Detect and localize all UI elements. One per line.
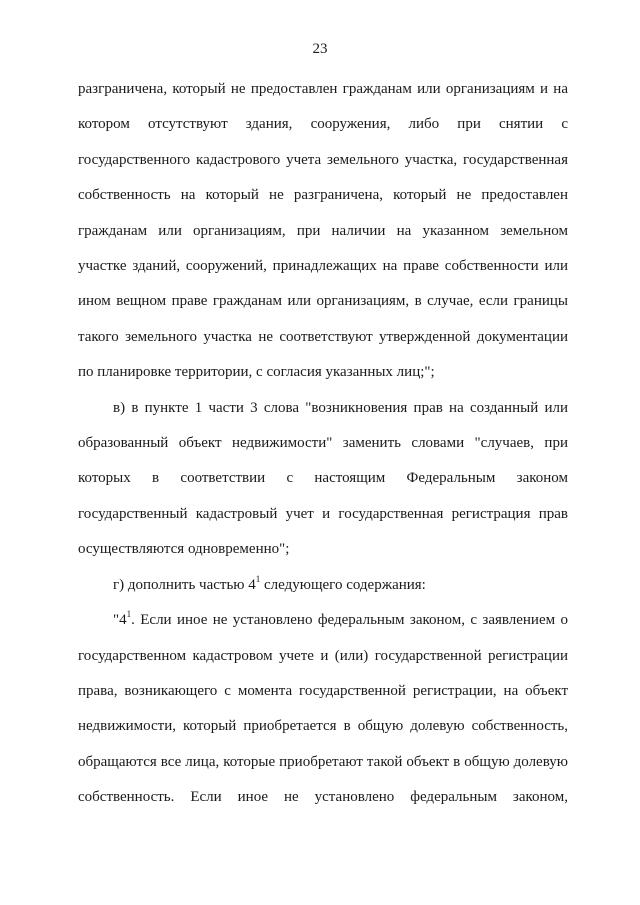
superscript: 1 <box>255 573 261 584</box>
paragraph-continuation: разграничена, который не предоставлен гражданам или организациям и на котором отсутствуют здания, сооружения, либо при снятии с государственного кадастрового учета земельного участка, государственная собственность на который не разграничена, который не предоставлен гражданам или организациям, при наличии на указанном земельном участке зданий, сооружений, принадлежащих на праве собственности или ином вещном праве гражданам или организациям, в случае, если границы такого земельного участка не соответствуют утвержденной документации по планировке территории, с согласия указанных лиц;"; <box>78 81 568 381</box>
paragraph-part-4-1 <box>78 603 568 815</box>
paragraph-item-g <box>78 568 568 603</box>
page-number: 23 <box>312 41 328 57</box>
paragraph-item-g-text-end: следующего содержания: <box>260 576 426 593</box>
document-body <box>78 72 568 816</box>
paragraph-item-v: в) в пункте 1 части 3 слова "возникновения прав на созданный или образованный объект недвижимости" заменить словами "случаев, при которых в соответствии с настоящим Федеральным законом государственный кадастровый учет и государственная регистрация прав осуществляются одновременно"; <box>78 399 568 558</box>
paragraph-part-4-1-text: . Если иное не установлено федеральным законом, с заявлением о государственном кадастровом учете и (или) государственной регистрации права, возникающего с момента государственной регистрации, на объект недвижимости, который приобретается в общую долевую собственность, обращаются все лица, которые приобретают такой объект в общую долевую собственность. Если иное не установлено федеральным законом, <box>78 612 568 806</box>
superscript: 1 <box>126 609 132 620</box>
paragraph-part-4-1-number: "4 <box>113 612 127 629</box>
paragraph-item-g-text: г) дополнить частью 4 <box>113 576 256 593</box>
